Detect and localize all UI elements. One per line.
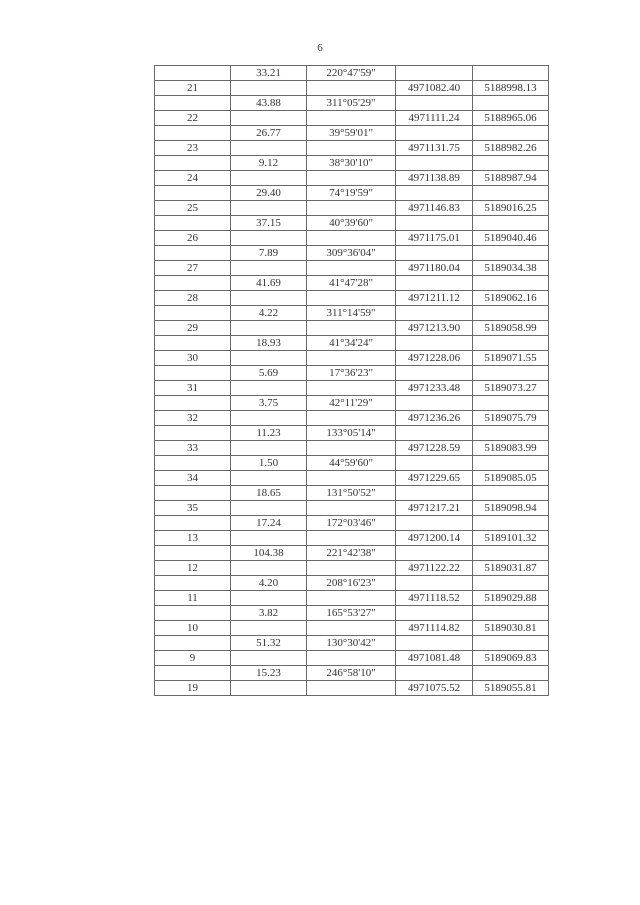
table-row (155, 381, 549, 396)
length-cell (231, 351, 307, 366)
y-coordinate-cell: 5189055.81 (473, 681, 549, 696)
point-cell: 28 (155, 291, 231, 306)
point-cell (155, 636, 231, 651)
length-cell: 43.88 (231, 96, 307, 111)
length-cell: 4.22 (231, 306, 307, 321)
table-row (155, 576, 549, 591)
point-cell: 27 (155, 261, 231, 276)
point-cell (155, 606, 231, 621)
angle-cell: 208°16'23" (307, 576, 396, 591)
y-coordinate-cell: 5188987.94 (473, 171, 549, 186)
point-cell (155, 66, 231, 81)
point-cell: 12 (155, 561, 231, 576)
table-row (155, 291, 549, 306)
table-row (155, 681, 549, 696)
angle-cell: 165°53'27" (307, 606, 396, 621)
x-coordinate-cell: 4971228.06 (396, 351, 473, 366)
table-row (155, 426, 549, 441)
angle-cell (307, 591, 396, 606)
point-cell (155, 486, 231, 501)
x-coordinate-cell (396, 666, 473, 681)
point-cell: 25 (155, 201, 231, 216)
point-cell (155, 516, 231, 531)
length-cell (231, 81, 307, 96)
x-coordinate-cell: 4971111.24 (396, 111, 473, 126)
x-coordinate-cell: 4971082.40 (396, 81, 473, 96)
y-coordinate-cell (473, 636, 549, 651)
length-cell (231, 501, 307, 516)
table-row (155, 621, 549, 636)
table-row (155, 96, 549, 111)
length-cell (231, 291, 307, 306)
point-cell: 33 (155, 441, 231, 456)
length-cell (231, 471, 307, 486)
y-coordinate-cell: 5189073.27 (473, 381, 549, 396)
y-coordinate-cell (473, 666, 549, 681)
angle-cell: 133°05'14" (307, 426, 396, 441)
y-coordinate-cell (473, 366, 549, 381)
angle-cell: 74°19'59" (307, 186, 396, 201)
x-coordinate-cell: 4971217.21 (396, 501, 473, 516)
table-row (155, 66, 549, 81)
page-number: 6 (317, 42, 323, 54)
angle-cell: 41°34'24" (307, 336, 396, 351)
length-cell (231, 531, 307, 546)
point-cell (155, 456, 231, 471)
y-coordinate-cell: 5189098.94 (473, 501, 549, 516)
length-cell: 15.23 (231, 666, 307, 681)
angle-cell (307, 321, 396, 336)
length-cell (231, 411, 307, 426)
y-coordinate-cell: 5189030.81 (473, 621, 549, 636)
table-row (155, 531, 549, 546)
x-coordinate-cell (396, 456, 473, 471)
length-cell (231, 651, 307, 666)
coordinates-table-body (155, 66, 549, 696)
y-coordinate-cell (473, 576, 549, 591)
angle-cell: 246°58'10" (307, 666, 396, 681)
point-cell: 30 (155, 351, 231, 366)
length-cell: 41.69 (231, 276, 307, 291)
length-cell: 11.23 (231, 426, 307, 441)
x-coordinate-cell: 4971114.82 (396, 621, 473, 636)
angle-cell (307, 201, 396, 216)
y-coordinate-cell: 5189071.55 (473, 351, 549, 366)
point-cell: 19 (155, 681, 231, 696)
y-coordinate-cell (473, 126, 549, 141)
length-cell: 33.21 (231, 66, 307, 81)
x-coordinate-cell (396, 276, 473, 291)
y-coordinate-cell (473, 396, 549, 411)
y-coordinate-cell (473, 306, 549, 321)
length-cell: 3.82 (231, 606, 307, 621)
x-coordinate-cell: 4971180.04 (396, 261, 473, 276)
table-row (155, 456, 549, 471)
length-cell: 1.50 (231, 456, 307, 471)
length-cell (231, 111, 307, 126)
angle-cell: 41°47'28" (307, 276, 396, 291)
length-cell (231, 141, 307, 156)
point-cell (155, 666, 231, 681)
table-row (155, 396, 549, 411)
angle-cell: 40°39'60" (307, 216, 396, 231)
length-cell (231, 681, 307, 696)
y-coordinate-cell: 5189058.99 (473, 321, 549, 336)
point-cell: 9 (155, 651, 231, 666)
length-cell: 18.65 (231, 486, 307, 501)
table-row (155, 546, 549, 561)
y-coordinate-cell (473, 96, 549, 111)
length-cell (231, 321, 307, 336)
x-coordinate-cell: 4971081.48 (396, 651, 473, 666)
table-row (155, 501, 549, 516)
table-row (155, 366, 549, 381)
table-row (155, 171, 549, 186)
point-cell: 24 (155, 171, 231, 186)
x-coordinate-cell: 4971229.65 (396, 471, 473, 486)
point-cell: 32 (155, 411, 231, 426)
x-coordinate-cell (396, 186, 473, 201)
table-row (155, 141, 549, 156)
point-cell (155, 276, 231, 291)
x-coordinate-cell (396, 546, 473, 561)
table-row (155, 126, 549, 141)
x-coordinate-cell: 4971228.59 (396, 441, 473, 456)
x-coordinate-cell (396, 246, 473, 261)
length-cell: 17.24 (231, 516, 307, 531)
x-coordinate-cell (396, 486, 473, 501)
length-cell: 26.77 (231, 126, 307, 141)
y-coordinate-cell (473, 186, 549, 201)
x-coordinate-cell: 4971175.01 (396, 231, 473, 246)
angle-cell (307, 651, 396, 666)
y-coordinate-cell: 5189101.32 (473, 531, 549, 546)
x-coordinate-cell: 4971122.22 (396, 561, 473, 576)
angle-cell: 38°30'10" (307, 156, 396, 171)
point-cell (155, 366, 231, 381)
angle-cell (307, 501, 396, 516)
y-coordinate-cell (473, 66, 549, 81)
table-row (155, 336, 549, 351)
point-cell: 23 (155, 141, 231, 156)
point-cell (155, 156, 231, 171)
point-cell: 34 (155, 471, 231, 486)
table-row (155, 636, 549, 651)
angle-cell: 311°05'29" (307, 96, 396, 111)
x-coordinate-cell (396, 96, 473, 111)
y-coordinate-cell: 5189083.99 (473, 441, 549, 456)
x-coordinate-cell: 4971146.83 (396, 201, 473, 216)
angle-cell: 130°30'42" (307, 636, 396, 651)
point-cell (155, 126, 231, 141)
x-coordinate-cell: 4971200.14 (396, 531, 473, 546)
y-coordinate-cell: 5189085.05 (473, 471, 549, 486)
point-cell: 10 (155, 621, 231, 636)
y-coordinate-cell (473, 426, 549, 441)
table-row (155, 516, 549, 531)
angle-cell (307, 81, 396, 96)
y-coordinate-cell: 5189029.88 (473, 591, 549, 606)
x-coordinate-cell: 4971118.52 (396, 591, 473, 606)
table-row (155, 561, 549, 576)
length-cell: 18.93 (231, 336, 307, 351)
y-coordinate-cell (473, 546, 549, 561)
point-cell (155, 576, 231, 591)
x-coordinate-cell (396, 576, 473, 591)
length-cell (231, 201, 307, 216)
table-row (155, 651, 549, 666)
angle-cell: 42°11'29" (307, 396, 396, 411)
angle-cell (307, 381, 396, 396)
length-cell: 51.32 (231, 636, 307, 651)
length-cell (231, 261, 307, 276)
x-coordinate-cell (396, 516, 473, 531)
point-cell (155, 336, 231, 351)
length-cell (231, 381, 307, 396)
angle-cell (307, 471, 396, 486)
y-coordinate-cell: 5189075.79 (473, 411, 549, 426)
y-coordinate-cell: 5189031.87 (473, 561, 549, 576)
table-row (155, 351, 549, 366)
table-row (155, 186, 549, 201)
x-coordinate-cell (396, 66, 473, 81)
x-coordinate-cell (396, 156, 473, 171)
angle-cell: 172°03'46" (307, 516, 396, 531)
point-cell: 31 (155, 381, 231, 396)
y-coordinate-cell (473, 486, 549, 501)
point-cell: 29 (155, 321, 231, 336)
table-row (155, 321, 549, 336)
x-coordinate-cell: 4971233.48 (396, 381, 473, 396)
point-cell (155, 306, 231, 321)
y-coordinate-cell (473, 156, 549, 171)
length-cell (231, 171, 307, 186)
point-cell: 35 (155, 501, 231, 516)
x-coordinate-cell (396, 126, 473, 141)
y-coordinate-cell: 5189040.46 (473, 231, 549, 246)
coordinates-table (154, 65, 549, 696)
angle-cell (307, 531, 396, 546)
angle-cell: 311°14'59" (307, 306, 396, 321)
x-coordinate-cell: 4971075.52 (396, 681, 473, 696)
x-coordinate-cell: 4971138.89 (396, 171, 473, 186)
angle-cell (307, 141, 396, 156)
angle-cell (307, 621, 396, 636)
x-coordinate-cell: 4971236.26 (396, 411, 473, 426)
point-cell: 26 (155, 231, 231, 246)
length-cell (231, 621, 307, 636)
length-cell (231, 591, 307, 606)
angle-cell (307, 291, 396, 306)
table-row (155, 276, 549, 291)
angle-cell (307, 231, 396, 246)
angle-cell: 309°36'04" (307, 246, 396, 261)
x-coordinate-cell: 4971131.75 (396, 141, 473, 156)
length-cell: 9.12 (231, 156, 307, 171)
point-cell (155, 246, 231, 261)
length-cell: 29.40 (231, 186, 307, 201)
x-coordinate-cell (396, 216, 473, 231)
point-cell: 21 (155, 81, 231, 96)
table-row (155, 216, 549, 231)
x-coordinate-cell (396, 336, 473, 351)
angle-cell: 44°59'60" (307, 456, 396, 471)
y-coordinate-cell: 5189062.16 (473, 291, 549, 306)
table-row (155, 306, 549, 321)
y-coordinate-cell (473, 336, 549, 351)
table-row (155, 156, 549, 171)
angle-cell (307, 681, 396, 696)
point-cell (155, 396, 231, 411)
table-row (155, 666, 549, 681)
y-coordinate-cell (473, 246, 549, 261)
y-coordinate-cell: 5188982.26 (473, 141, 549, 156)
angle-cell (307, 561, 396, 576)
table-row (155, 231, 549, 246)
table-row (155, 201, 549, 216)
length-cell: 104.38 (231, 546, 307, 561)
y-coordinate-cell: 5189069.83 (473, 651, 549, 666)
point-cell (155, 546, 231, 561)
y-coordinate-cell: 5189016.25 (473, 201, 549, 216)
table-row (155, 591, 549, 606)
angle-cell (307, 411, 396, 426)
y-coordinate-cell (473, 456, 549, 471)
angle-cell: 221°42'38" (307, 546, 396, 561)
length-cell: 3.75 (231, 396, 307, 411)
table-row (155, 606, 549, 621)
x-coordinate-cell (396, 426, 473, 441)
point-cell: 22 (155, 111, 231, 126)
angle-cell (307, 441, 396, 456)
y-coordinate-cell (473, 606, 549, 621)
x-coordinate-cell (396, 606, 473, 621)
y-coordinate-cell (473, 516, 549, 531)
length-cell: 7.89 (231, 246, 307, 261)
y-coordinate-cell: 5189034.38 (473, 261, 549, 276)
point-cell: 13 (155, 531, 231, 546)
table-row (155, 486, 549, 501)
point-cell (155, 96, 231, 111)
length-cell (231, 561, 307, 576)
x-coordinate-cell (396, 396, 473, 411)
table-row (155, 81, 549, 96)
length-cell: 5.69 (231, 366, 307, 381)
table-row (155, 111, 549, 126)
angle-cell (307, 351, 396, 366)
angle-cell: 17°36'23" (307, 366, 396, 381)
point-cell (155, 216, 231, 231)
length-cell (231, 441, 307, 456)
length-cell (231, 231, 307, 246)
angle-cell: 39°59'01" (307, 126, 396, 141)
length-cell: 4.20 (231, 576, 307, 591)
x-coordinate-cell: 4971213.90 (396, 321, 473, 336)
point-cell (155, 426, 231, 441)
angle-cell (307, 261, 396, 276)
table-row (155, 471, 549, 486)
y-coordinate-cell (473, 216, 549, 231)
angle-cell: 220°47'59" (307, 66, 396, 81)
table-row (155, 411, 549, 426)
x-coordinate-cell: 4971211.12 (396, 291, 473, 306)
y-coordinate-cell (473, 276, 549, 291)
table-row (155, 246, 549, 261)
y-coordinate-cell: 5188965.06 (473, 111, 549, 126)
angle-cell (307, 111, 396, 126)
x-coordinate-cell (396, 636, 473, 651)
x-coordinate-cell (396, 306, 473, 321)
angle-cell (307, 171, 396, 186)
point-cell (155, 186, 231, 201)
length-cell: 37.15 (231, 216, 307, 231)
table-row (155, 441, 549, 456)
y-coordinate-cell: 5188998.13 (473, 81, 549, 96)
angle-cell: 131°50'52" (307, 486, 396, 501)
table-row (155, 261, 549, 276)
point-cell: 11 (155, 591, 231, 606)
x-coordinate-cell (396, 366, 473, 381)
